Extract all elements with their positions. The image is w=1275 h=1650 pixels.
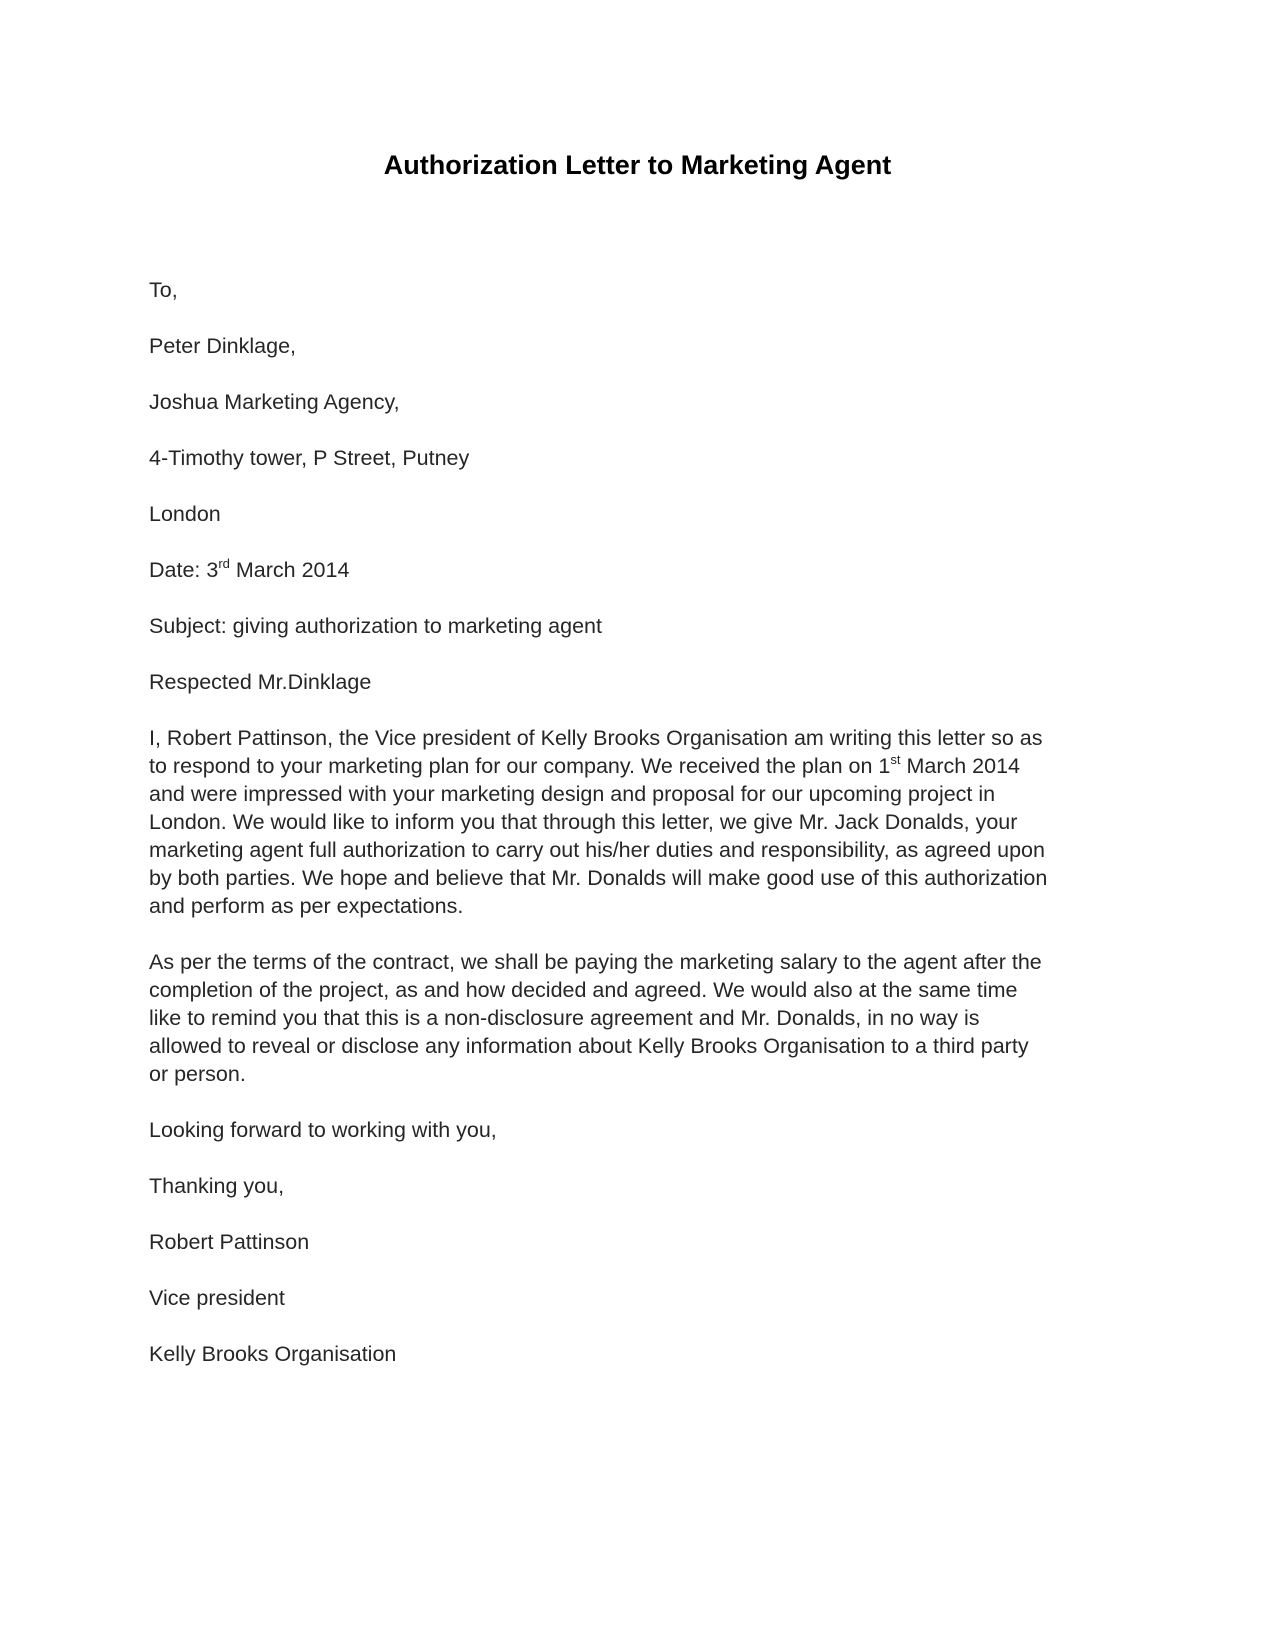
paragraph-line-part: to respond to your marketing plan for our company. We received the plan on 1 [149,754,891,778]
paragraph-line: marketing agent full authorization to carry out his/her duties and responsibility, as agreed upon [149,838,1045,862]
letter-greeting: Respected Mr.Dinklage [149,670,372,694]
paragraph-line-part: March 2014 [900,754,1021,778]
signature-name: Robert Pattinson [149,1230,310,1254]
closing-line-1: Looking forward to working with you, [149,1118,497,1142]
paragraph-line [149,752,1129,780]
letter-date [149,556,1129,584]
paragraph-line: and perform as per expectations. [149,894,464,918]
body-paragraph-2 [149,948,1129,1088]
paragraph-line: completion of the project, as and how decided and agreed. We would also at the same time [149,978,1018,1002]
paragraph-line: like to remind you that this is a non-disclosure agreement and Mr. Donalds, in no way is [149,1006,980,1030]
letter-title: Authorization Letter to Marketing Agent [383,150,892,180]
recipient-city: London [149,502,221,526]
closing-line-2: Thanking you, [149,1174,285,1198]
date-prefix: Date: 3 [149,558,219,582]
recipient-address: 4-Timothy tower, P Street, Putney [149,446,470,470]
letter-subject: Subject: giving authorization to marketing agent [149,614,602,638]
paragraph-line: and were impressed with your marketing design and proposal for our upcoming project in [149,782,996,806]
paragraph-line: As per the terms of the contract, we shall be paying the marketing salary to the agent after the [149,950,1042,974]
date-ordinal: rd [218,556,230,571]
recipient-name: Peter Dinklage, [149,334,296,358]
recipient-agency: Joshua Marketing Agency, [149,390,400,414]
paragraph-line: by both parties. We hope and believe that Mr. Donalds will make good use of this authorization [149,866,1048,890]
paragraph-line: I, Robert Pattinson, the Vice president of Kelly Brooks Organisation am writing this letter so as [149,726,1043,750]
paragraph-line: or person. [149,1062,246,1086]
body-paragraph-1 [149,724,1129,920]
date-ordinal: st [890,752,901,767]
letter-content [149,276,1129,1396]
signature-position: Vice president [149,1286,285,1310]
recipient-to: To, [149,278,178,302]
paragraph-line: allowed to reveal or disclose any information about Kelly Brooks Organisation to a third party [149,1034,1029,1058]
paragraph-line: London. We would like to inform you that through this letter, we give Mr. Jack Donalds, your [149,810,1018,834]
signature-organisation: Kelly Brooks Organisation [149,1342,397,1366]
date-rest: March 2014 [229,558,350,582]
